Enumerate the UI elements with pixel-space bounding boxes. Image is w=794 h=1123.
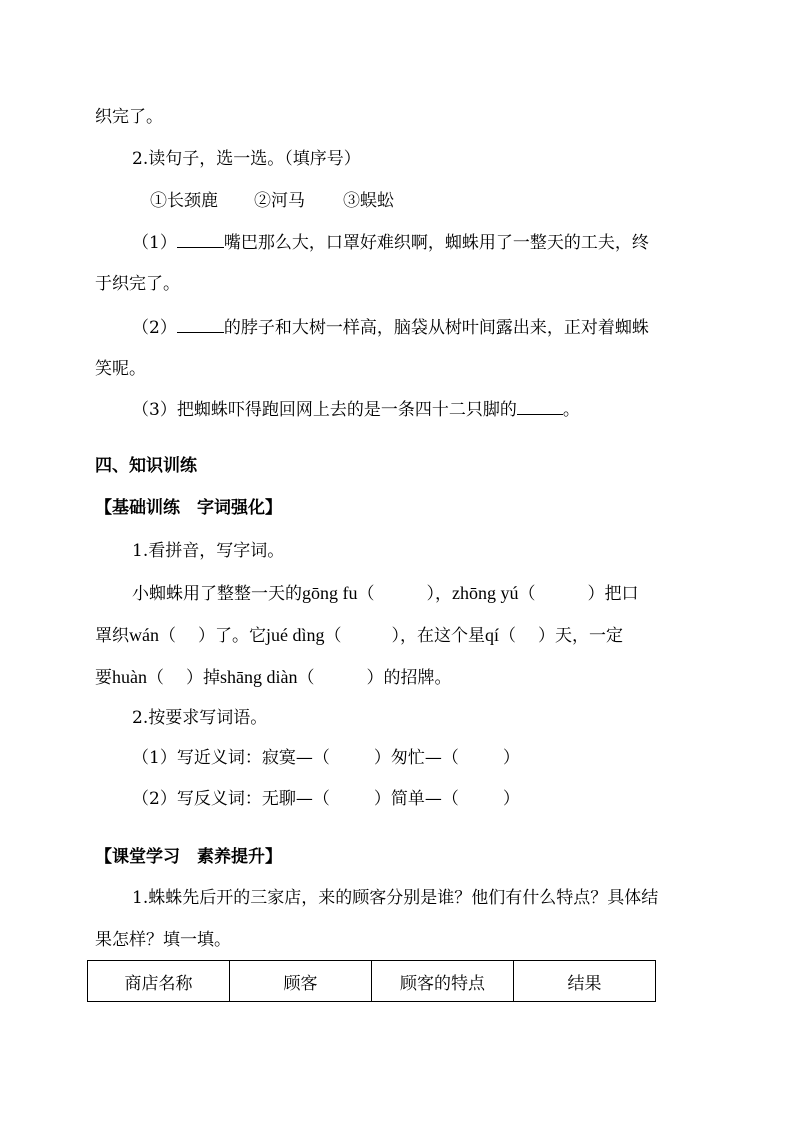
question-3-line-1: 1.蛛蛛先后开的三家店，来的顾客分别是谁？他们有什么特点？具体结 <box>132 888 659 908</box>
pinyin-shangdian: shāng diàn <box>220 667 298 687</box>
table-header-customer-traits: 顾客的特点 <box>372 961 514 1002</box>
option-1: ①长颈鹿 <box>150 191 218 211</box>
answer-blank-2[interactable] <box>177 316 224 333</box>
option-2: ②河马 <box>254 191 305 211</box>
antonym-line: （2）写反义词：无聊—（ ）简单—（ ） <box>132 789 520 809</box>
option-3: ③蜈蚣 <box>343 191 394 211</box>
sentence-2: （2） 的脖子和大树一样高，脑袋从树叶间露出来，正对着蜘蛛 <box>132 318 649 338</box>
pinyin-qi: qí <box>485 625 500 645</box>
pinyin-line-3: 要huàn（ ）掉shāng diàn（ ）的招牌。 <box>95 667 452 688</box>
pinyin-jueding: jué dìng <box>266 625 325 645</box>
pinyin-gongfu: gōng fu <box>302 583 358 603</box>
sentence-1: （1） 嘴巴那么大，口罩好难织啊，蜘蛛用了一整天的工夫，终 <box>132 233 649 253</box>
sub-section-class-learning: 【课堂学习 素养提升】 <box>95 847 282 867</box>
question-2b-title: 2.按要求写词语。 <box>132 708 268 728</box>
answer-blank-3[interactable] <box>517 398 563 415</box>
pinyin-line-1: 小蜘蛛用了整整一天的gōng fu（ ），zhōng yú（ ）把口 <box>132 583 639 604</box>
table-header-customer: 顾客 <box>230 961 372 1002</box>
synonym-line: （1）写近义词：寂寞—（ ）匆忙—（ ） <box>132 748 520 768</box>
pinyin-zhongyu: zhōng yú <box>452 583 519 603</box>
shop-table <box>87 960 656 1002</box>
question-1-title: 1.看拼音，写字词。 <box>132 541 285 561</box>
pinyin-huan: huàn <box>112 667 147 687</box>
section-4-title: 四、知识训练 <box>95 456 197 476</box>
table-header-row <box>88 961 656 1002</box>
question-3-line-2: 果怎样？填一填。 <box>95 930 231 950</box>
answer-blank-1[interactable] <box>177 231 224 248</box>
pinyin-line-2: 罩织wán（ ）了。它jué dìng（ ），在这个星qí（ ）天，一定 <box>95 625 624 646</box>
options-row <box>150 189 394 213</box>
sub-section-basic-training: 【基础训练 字词强化】 <box>95 498 282 518</box>
question-2-title: 2.读句子，选一选。（填序号） <box>132 149 361 169</box>
sentence-1-continued: 于织完了。 <box>95 274 180 294</box>
sentence-3: （3）把蜘蛛吓得跑回网上去的是一条四十二只脚的 。 <box>132 400 580 420</box>
pinyin-wan: wán <box>129 625 159 645</box>
sentence-2-continued: 笑呢。 <box>95 359 146 379</box>
table-header-result: 结果 <box>514 961 656 1002</box>
table-header-shop-name: 商店名称 <box>88 961 230 1002</box>
previous-sentence-tail: 织完了。 <box>95 107 163 127</box>
